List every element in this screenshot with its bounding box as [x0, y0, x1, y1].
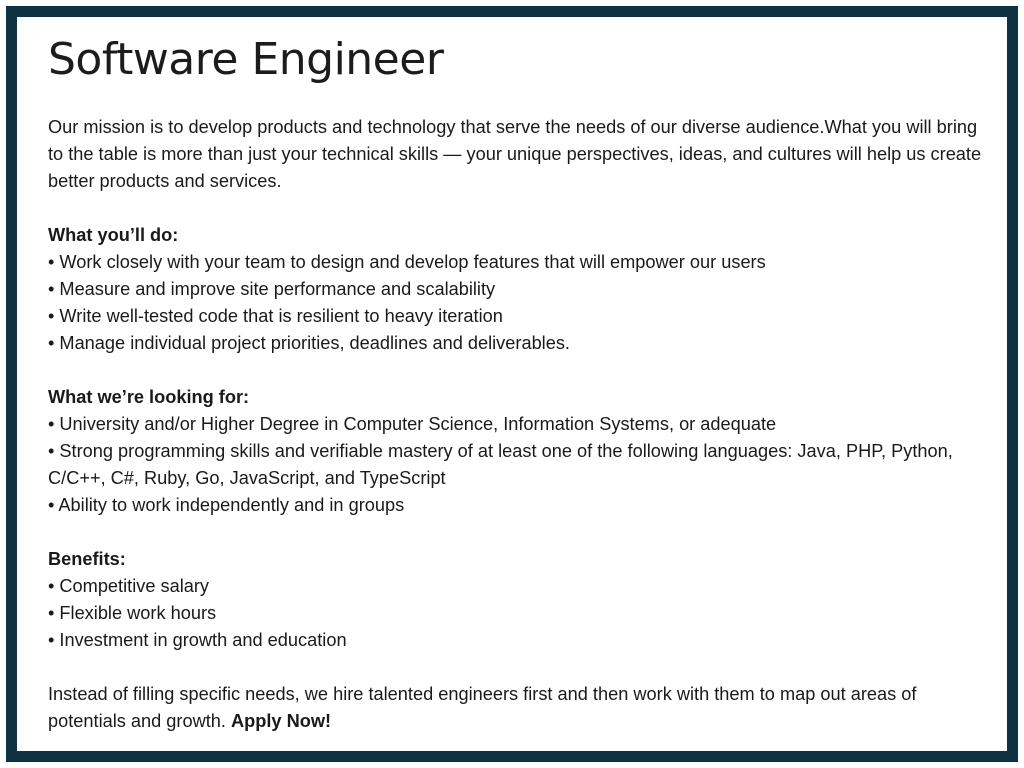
list-item: • Strong programming skills and verifiable mastery of at least one of the following languages: Java, PHP, Python, C/C++, C#, Ruby, Go, JavaScript, and TypeScript: [48, 441, 953, 488]
list-item: • Manage individual project priorities, deadlines and deliverables.: [48, 333, 570, 353]
section-responsibilities: [48, 222, 988, 357]
section-heading: What you’ll do:: [48, 225, 179, 245]
job-posting: [48, 30, 988, 735]
list-item: • Flexible work hours: [48, 603, 217, 623]
section-heading: What we’re looking for:: [48, 387, 250, 407]
list-item: • Measure and improve site performance and scalability: [48, 279, 496, 299]
list-item: • Work closely with your team to design and develop features that will empower our users: [48, 252, 766, 272]
apply-now-text: Apply Now!: [231, 711, 332, 731]
intro-paragraph: Our mission is to develop products and technology that serve the needs of our diverse audience.What you will bring to the table is more than just your technical skills — your unique perspectives, ideas, and cultures will help us create better products and services.: [48, 117, 982, 191]
list-item: • Competitive salary: [48, 576, 210, 596]
list-item: • University and/or Higher Degree in Computer Science, Information Systems, or adequate: [48, 414, 777, 434]
list-item: • Write well-tested code that is resilient to heavy iteration: [48, 306, 503, 326]
section-requirements: [48, 384, 988, 519]
closing-paragraph: [48, 681, 988, 735]
page-title: Software Engineer: [48, 34, 444, 85]
section-benefits: [48, 546, 988, 654]
list-item: • Investment in growth and education: [48, 630, 347, 650]
section-heading: Benefits:: [48, 549, 126, 569]
list-item: • Ability to work independently and in groups: [48, 495, 405, 515]
closing-text: Instead of filling specific needs, we hire talented engineers first and then work with them to map out areas of potentials and growth.: [48, 684, 917, 731]
